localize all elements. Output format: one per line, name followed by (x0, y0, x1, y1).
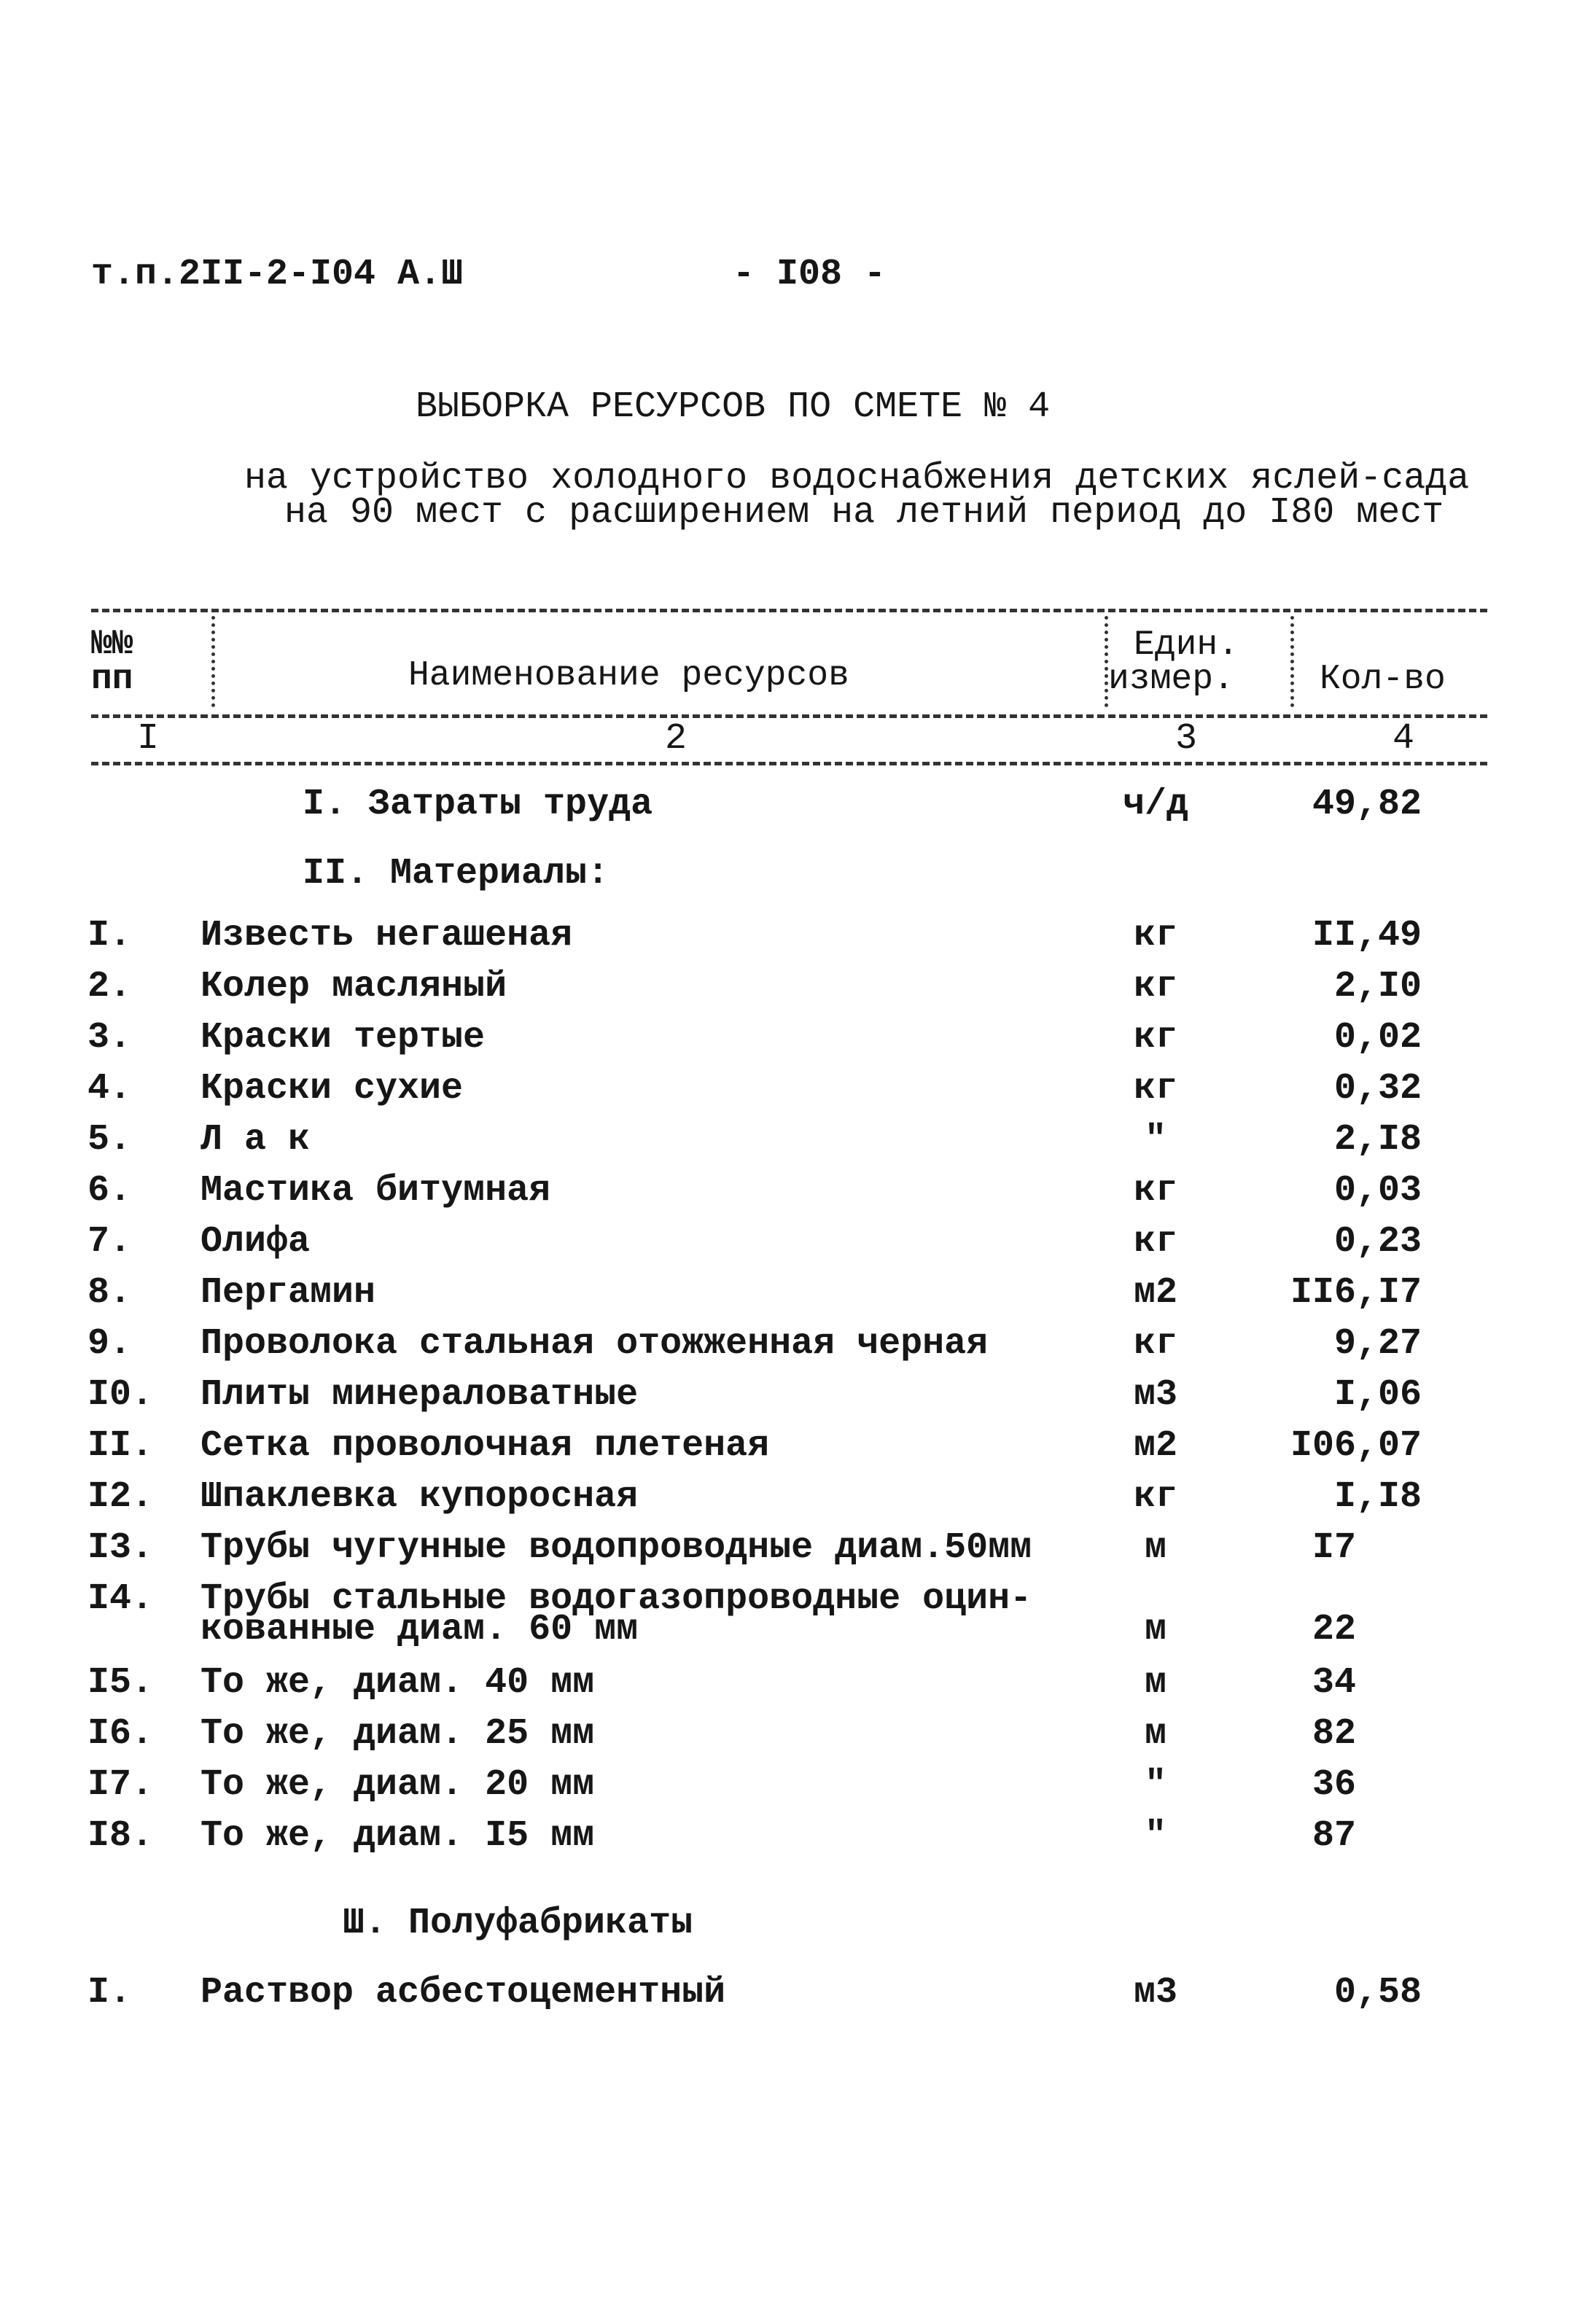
table-row: I. Раствор асбестоцементный м3 0,58 (87, 1972, 1422, 2013)
table-numbering-rule (91, 762, 1487, 765)
column-divider-3 (1290, 616, 1294, 707)
column-number-1: I (137, 718, 160, 760)
table-row: II. Сетка проволочная плетеная м2 I06,07 (87, 1425, 1422, 1467)
table-row: 4. Краски сухие кг 0,32 (87, 1068, 1422, 1110)
table-row: 3. Краски тертые кг 0,02 (87, 1017, 1422, 1058)
column-number-2: 2 (665, 718, 688, 760)
table-row: I6. То же, диам. 25 мм м 82 (87, 1713, 1356, 1755)
section-1-title: I. Затраты труда (303, 784, 653, 825)
table-top-rule (91, 609, 1487, 612)
table-row: 6. Мастика битумная кг 0,03 (87, 1170, 1422, 1212)
table-row: I5. То же, диам. 40 мм м 34 (87, 1662, 1356, 1704)
table-row: 5. Л а к " 2,I8 (87, 1119, 1422, 1161)
table-row: I2. Шпаклевка купоросная кг I,I8 (87, 1476, 1422, 1518)
labor-row (0, 784, 1593, 835)
column-header-name: Наименование ресурсов (408, 656, 849, 695)
column-divider-1 (211, 616, 215, 707)
table-row: 7. Олифа кг 0,23 (87, 1221, 1422, 1263)
column-number-3: 3 (1175, 718, 1198, 760)
column-header-quantity: Кол-во (1320, 660, 1446, 699)
column-header-unit-line-2: измер. (1108, 660, 1234, 699)
table-row: I. Известь негашеная кг II,49 (87, 915, 1422, 956)
table-row: I8. То же, диам. I5 мм " 87 (87, 1815, 1356, 1857)
table-row: I3. Трубы чугунные водопроводные диам.50мм м I7 (87, 1527, 1356, 1569)
column-number-4: 4 (1393, 718, 1415, 760)
document-title: ВЫБОРКА РЕСУРСОВ ПО СМЕТЕ № 4 (416, 386, 1051, 428)
table-row: 8. Пергамин м2 II6,I7 (87, 1272, 1422, 1314)
document-code: т.п.2II-2-I04 А.Ш (91, 254, 464, 295)
table-header-rule (91, 714, 1487, 718)
subtitle-line-2: на 90 мест с расширением на летний период до I80 мест (284, 492, 1444, 534)
labor-unit: ч/д (1123, 784, 1189, 825)
table-row: I0. Плиты минераловатные м3 I,06 (87, 1374, 1422, 1416)
section-3-title: Ш. Полуфабрикаты (343, 1903, 693, 1944)
table-row: 2. Колер масляный кг 2,I0 (87, 966, 1422, 1007)
column-header-unit-line-1: Един. (1134, 625, 1239, 665)
table-row-two-line: I4. Трубы стальные водогазопроводные оцин- кованные диам. 60 мм м 22 (87, 1578, 1356, 1650)
subtitle-line-1: на устройство холодного водоснабжения детских яслей-сада (244, 458, 1470, 499)
section-2-title: II. Материалы: (303, 853, 609, 894)
table-row: I7. То же, диам. 20 мм " 36 (87, 1764, 1356, 1806)
page-number: - I08 - (733, 254, 887, 295)
column-header-number: №№ пп (91, 625, 133, 699)
table-row: 9. Проволока стальная отожженная черная кг 9,27 (87, 1323, 1422, 1365)
labor-quantity: 49,82 (1312, 784, 1422, 825)
